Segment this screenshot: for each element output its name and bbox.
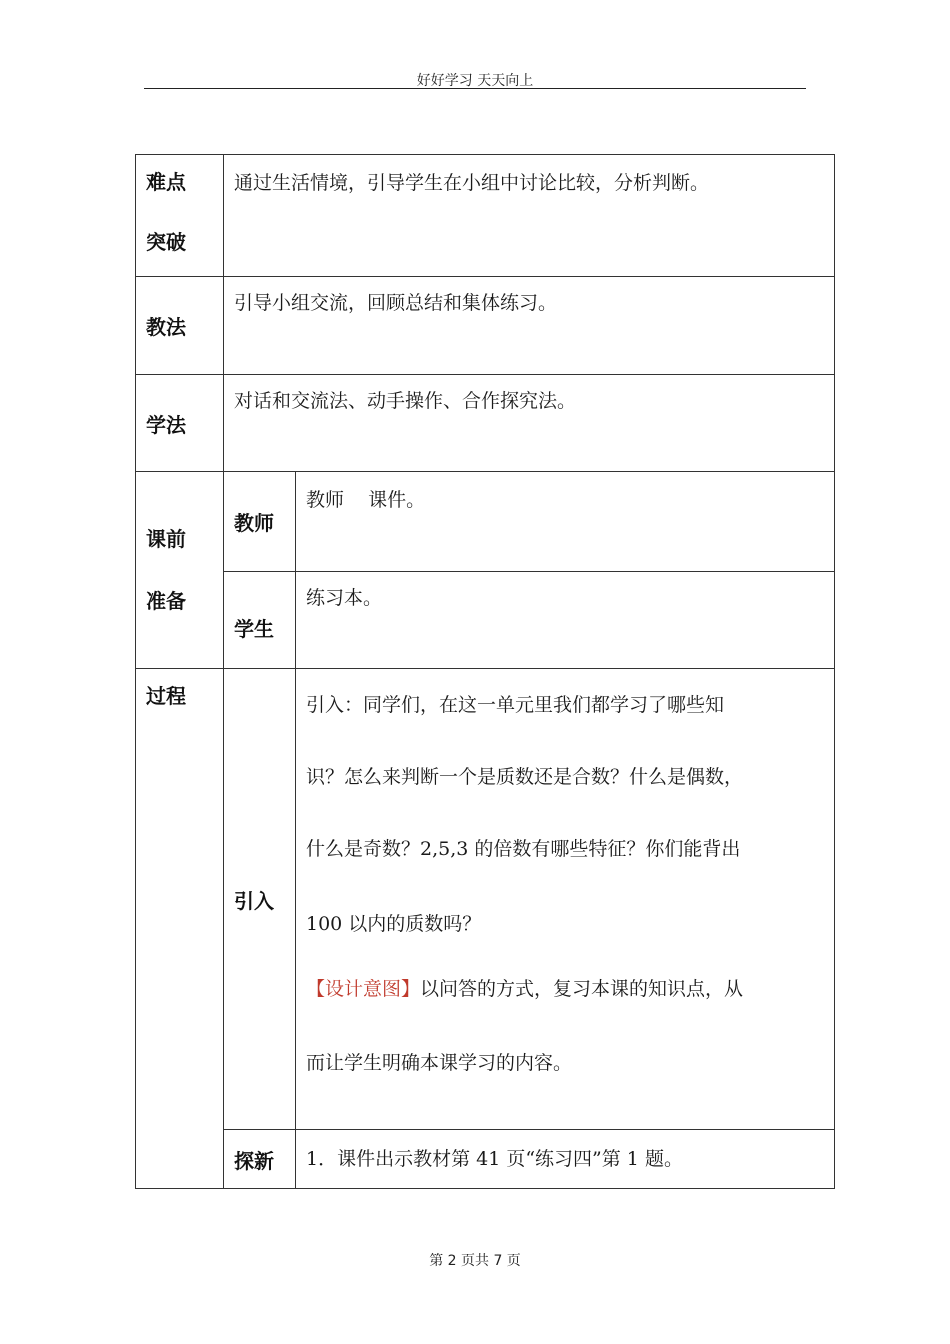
explore-label: 探新 [224, 1130, 296, 1189]
header-rule [144, 88, 806, 89]
preparation-student-row [136, 572, 835, 669]
learning-method-content: 对话和交流法、动手操作、合作探究法。 [224, 375, 835, 472]
page-footer: 第 2 页共 7 页 [429, 1253, 521, 1269]
teaching-method-label: 教法 [136, 277, 224, 375]
design-intent-line: 而让学生明确本课学习的内容。 [306, 1052, 573, 1074]
difficulty-content: 通过生活情境，引导学生在小组中讨论比较，分析判断。 [224, 155, 835, 277]
design-intent-text: 以问答的方式，复习本课的知识点，从 [420, 978, 744, 1000]
intro-line: 引入：同学们，在这一单元里我们都学习了哪些知 [306, 694, 725, 716]
student-label: 学生 [224, 572, 296, 669]
lesson-plan-table [135, 154, 835, 1189]
difficulty-label-line1: 难点 [146, 170, 186, 194]
difficulty-label-line2: 突破 [146, 230, 186, 254]
design-intent-line [306, 963, 834, 1015]
intro-content [296, 669, 835, 1130]
preparation-label-line1: 课前 [146, 527, 186, 551]
student-content: 练习本。 [296, 572, 835, 669]
preparation-label-cell [136, 472, 224, 669]
learning-method-row [136, 375, 835, 472]
difficulty-label-cell [136, 155, 224, 277]
process-explore-row [136, 1130, 835, 1189]
teaching-method-row [136, 277, 835, 375]
difficulty-row [136, 155, 835, 277]
explore-content: 1．课件出示教材第 41 页“练习四”第 1 题。 [296, 1130, 835, 1189]
page-header: 好好学习 天天向上 [416, 73, 534, 89]
preparation-teacher-row [136, 472, 835, 572]
teaching-method-content: 引导小组交流，回顾总结和集体练习。 [224, 277, 835, 375]
design-intent-tag: 【设计意图】 [306, 978, 421, 1000]
intro-line: 100 以内的质数吗？ [306, 913, 482, 935]
intro-line: 什么是奇数？2,5,3 的倍数有哪些特征？你们能背出 [306, 838, 741, 860]
process-label: 过程 [136, 669, 224, 1189]
preparation-label-line2: 准备 [146, 589, 186, 613]
learning-method-label: 学法 [136, 375, 224, 472]
teacher-content: 教师 课件。 [296, 472, 835, 572]
teacher-label: 教师 [224, 472, 296, 572]
intro-label: 引入 [224, 669, 296, 1130]
intro-line: 识？怎么来判断一个是质数还是合数？什么是偶数， [306, 766, 744, 788]
process-intro-row [136, 669, 835, 1130]
